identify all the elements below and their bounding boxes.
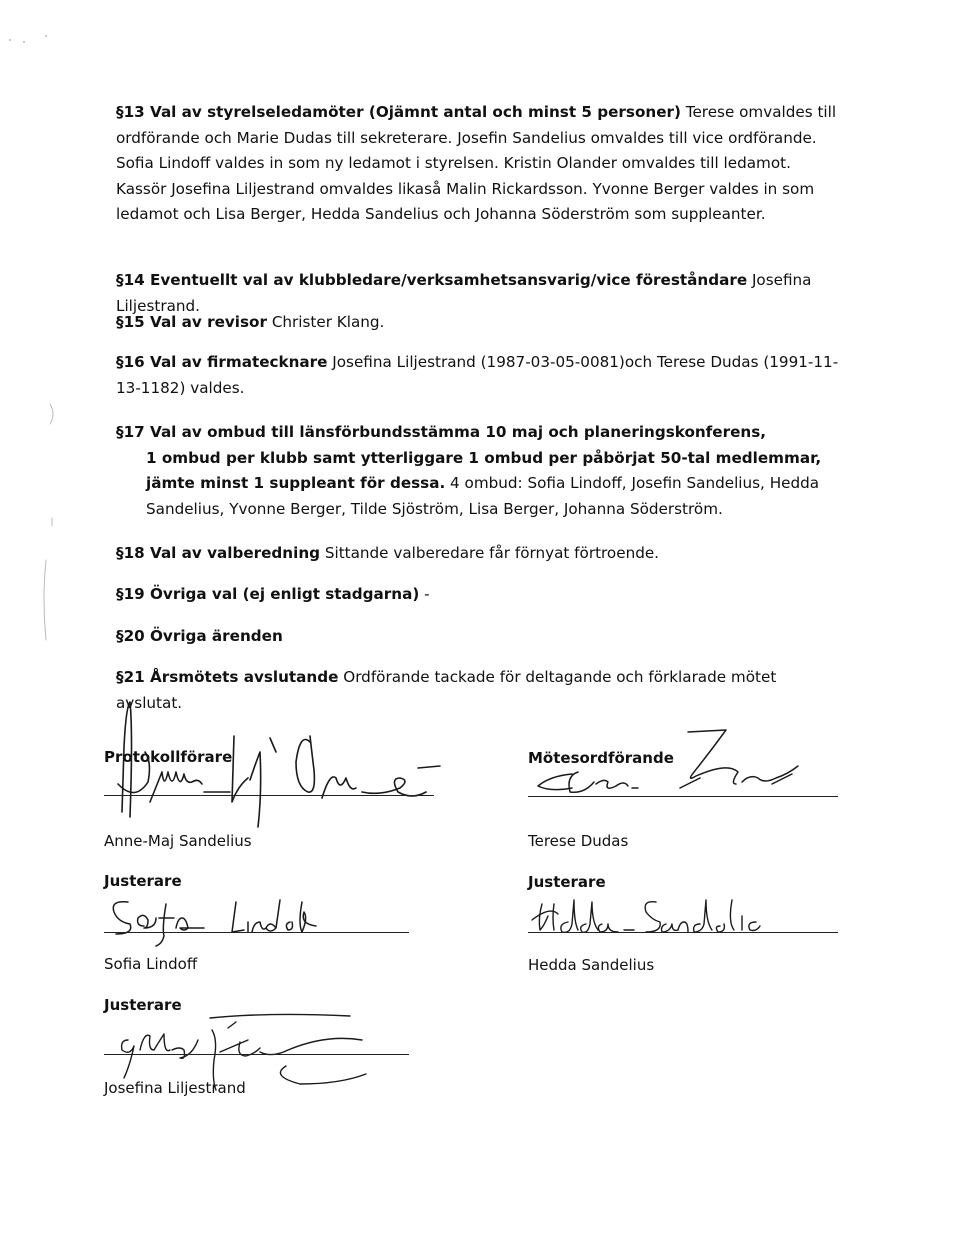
protokollforare-line	[104, 795, 434, 796]
section-18-text: Sittande valberedare får förnyat förtroende.	[324, 544, 660, 562]
section-21-text: Ordförande tackade för deltagande och förklarade mötet avslutat.	[116, 668, 777, 712]
scan-mark-top	[0, 30, 60, 50]
section-21-heading: §21 Årsmötets avslutande	[116, 668, 339, 686]
justerare-1-name: Sofia Lindoff	[104, 955, 198, 973]
section-17	[116, 420, 840, 522]
section-19-heading: §19 Övriga val (ej enligt stadgarna)	[116, 585, 420, 603]
justerare-3-name: Josefina Liljestrand	[104, 1079, 246, 1097]
justerare-2-signature	[528, 886, 788, 946]
section-16-text: Josefina Liljestrand (1987-03-05-0081)och Terese Dudas (1991-11-13-1182) valdes.	[116, 353, 839, 397]
section-19-text: -	[424, 585, 430, 603]
scan-mark-left	[40, 400, 60, 660]
section-16-heading: §16 Val av firmatecknare	[116, 353, 328, 371]
motesordforande-name: Terese Dudas	[528, 832, 629, 850]
motesordforande-line	[528, 796, 838, 797]
section-16	[116, 350, 840, 401]
section-17-heading: §17 Val av ombud till länsförbundsstämma 10 maj och planeringskonferens,	[116, 423, 767, 441]
justerare-2-name: Hedda Sandelius	[528, 956, 655, 974]
protokollforare-name: Anne-Maj Sandelius	[104, 832, 252, 850]
section-17-subheading: 1 ombud per klubb samt ytterliggare 1 ombud per påbörjat 50-tal medlemmar, jämte minst 1 suppleant för dessa.	[146, 448, 822, 492]
section-13-heading: §13 Val av styrelseledamöter (Ojämnt antal och minst 5 personer)	[116, 103, 681, 121]
section-15	[116, 310, 840, 336]
justerare-3-line	[104, 1054, 409, 1055]
justerare-2-line	[528, 932, 838, 933]
justerare-1-label: Justerare	[104, 872, 182, 890]
section-15-text: Christer Klang.	[271, 313, 385, 331]
section-20	[116, 624, 840, 650]
section-19	[116, 582, 840, 608]
justerare-3-label: Justerare	[104, 996, 182, 1014]
protokollforare-signature	[100, 692, 460, 832]
motesordforande-label: Mötesordförande	[528, 749, 674, 767]
justerare-2-label: Justerare	[528, 873, 606, 891]
section-13-text: Terese omvaldes till ordförande och Marie Dudas till sekreterare. Josefin Sandelius omvaldes till vice ordförande. Sofia Lindoff valdes in som ny ledamot i styrelsen. Kristin Olander omvaldes till ledamot. Kassör Josefina Liljestrand omvaldes likaså Malin Rickardsson. Yvonne Berger valdes in som ledamot och Lisa Berger, Hedda Sandelius och Johanna Söderström som suppleanter.	[116, 103, 837, 223]
justerare-1-signature	[104, 888, 344, 948]
section-15-heading: §15 Val av revisor	[116, 313, 267, 331]
justerare-1-line	[104, 932, 409, 933]
section-18-heading: §18 Val av valberedning	[116, 544, 321, 562]
section-14-text: Josefina Liljestrand.	[116, 271, 812, 315]
section-20-heading: §20 Övriga ärenden	[116, 627, 283, 645]
protokollforare-label: Protokollförare	[104, 748, 233, 766]
section-13	[116, 100, 840, 228]
section-14-heading: §14 Eventuellt val av klubbledare/verksamhetsansvarig/vice föreståndare	[116, 271, 748, 289]
section-17-text: 4 ombud: Sofia Lindoff, Josefin Sandelius, Hedda Sandelius, Yvonne Berger, Tilde Sjöström, Lisa Berger, Johanna Söderström.	[146, 474, 820, 518]
section-18	[116, 541, 840, 567]
motesordforande-signature	[520, 722, 820, 812]
